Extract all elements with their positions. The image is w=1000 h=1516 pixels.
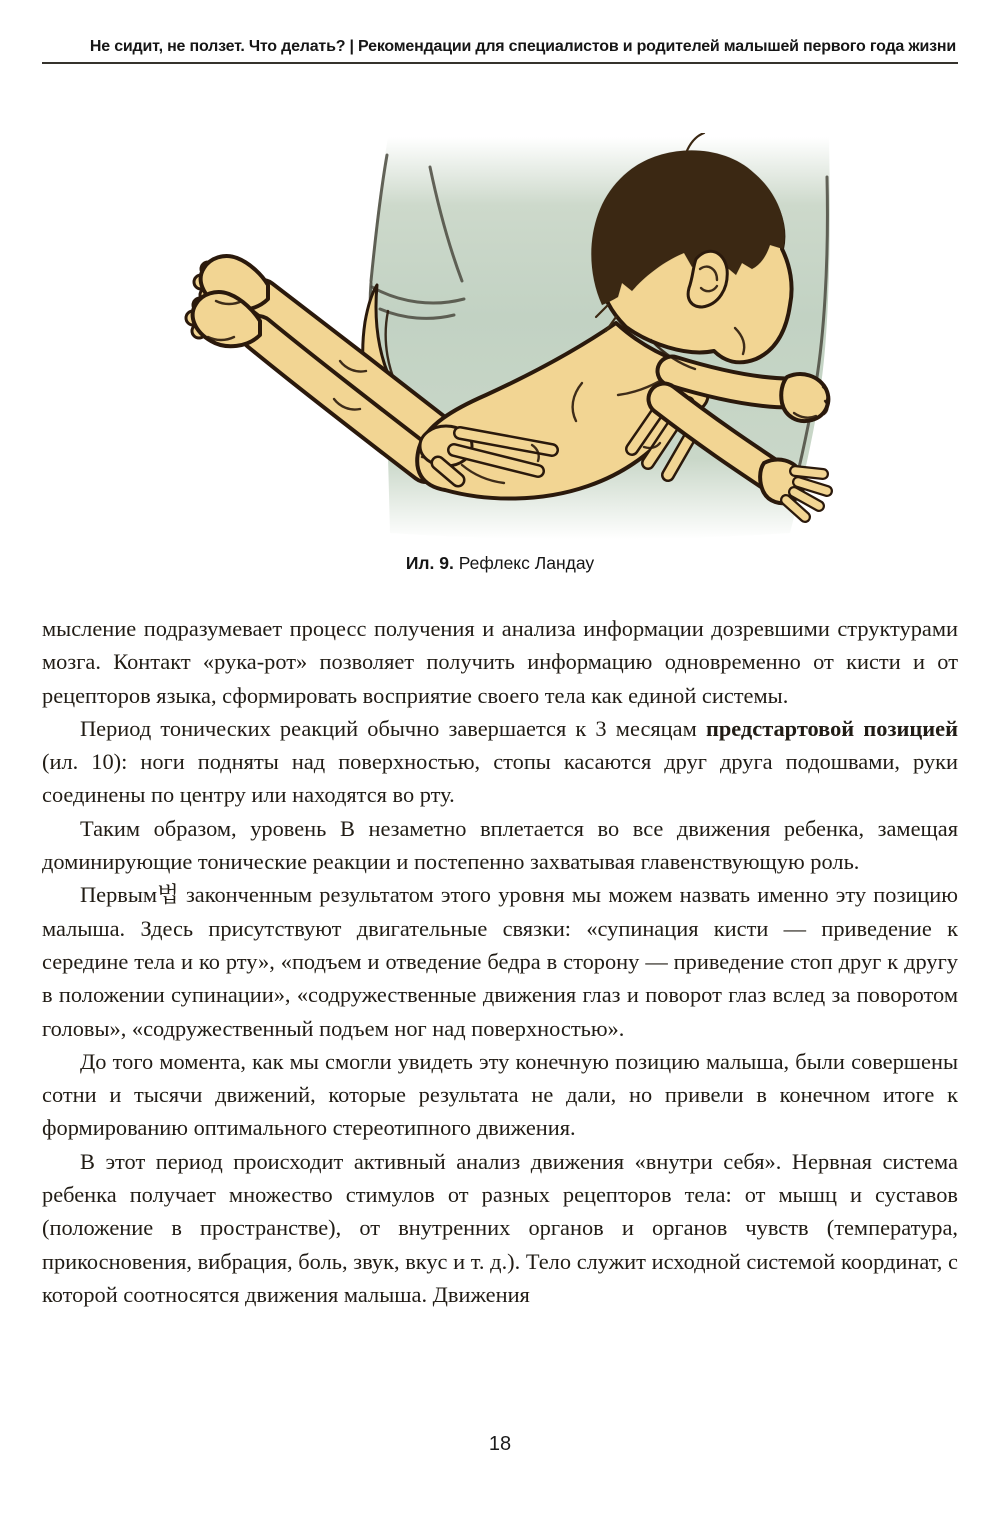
baby-fist: [781, 374, 828, 421]
header-divider: [42, 62, 958, 64]
paragraph-2-text-before: Период тонических реакций обычно завершается к 3 месяцам: [80, 715, 706, 741]
body-paragraph-2: [42, 712, 958, 812]
landau-reflex-illustration: [88, 133, 858, 543]
figure-caption: [0, 553, 1000, 574]
paragraph-2-text-after: (ил. 10): ноги подняты над поверхностью, стопы касаются друг друга подошвами, руки соединены по центру или находятся во рту.: [42, 749, 958, 808]
body-paragraph-4: Первым법 законченным результатом этого уровня мы можем назвать именно эту позицию малыша. Здесь присутствуют двигательные связки: «супинация кисти — приведение к середине тела и ко рту», «подъем и отведение бедра в сторону — приведение стоп друг к другу в положении супинации», «содружественные движения глаз и поворот глаз вслед за поворотом головы», «содружественный подъем ног над поверхностью».: [42, 882, 958, 1041]
figure-landau-reflex: [88, 133, 858, 543]
body-text: [42, 612, 958, 1311]
body-paragraph-1: мысление подразумевает процесс получения и анализа информации дозревшими структурами мозга. Контакт «рука-рот» позволяет получить информацию одновременно от кисти и от рецепторов языка, сформировать восприятие своего тела как единой системы.: [42, 616, 958, 708]
page-number: 18: [488, 1433, 512, 1455]
body-paragraph-5: До того момента, как мы смогли увидеть эту конечную позицию малыша, были совершены сотни и тысячи движений, которые результата не дали, но привели в конечном итоге к формированию оптимального стереотипного движения.: [42, 1048, 958, 1141]
figure-caption-label: Ил. 9.: [405, 553, 454, 573]
body-paragraph-6: В этот период происходит активный анализ движения «внутри себя». Нервная система ребенка получает множество стимулов от разных рецепторов тела: от мышц и суставов (положение в пространстве), от внутренних органов и органов чувств (температура, прикосновения, вибрация, боль, звук, вкус и т. д.). Тело служит исходной системой координат, с которой соотносятся движения малыша. Движения: [42, 1148, 958, 1307]
running-head: Не сидит, не ползет. Что делать? | Рекомендации для специалистов и родителей малышей первого года жизни: [89, 38, 956, 55]
paragraph-2-bold-term: предстартовой позицией: [705, 715, 958, 741]
body-paragraph-3: Таким образом, уровень В незаметно вплетается во все движения ребенка, замещая доминирующие тонические реакции и постепенно захватывая главенствующую роль.: [42, 815, 958, 875]
figure-caption-title: Рефлекс Ландау: [458, 553, 595, 573]
